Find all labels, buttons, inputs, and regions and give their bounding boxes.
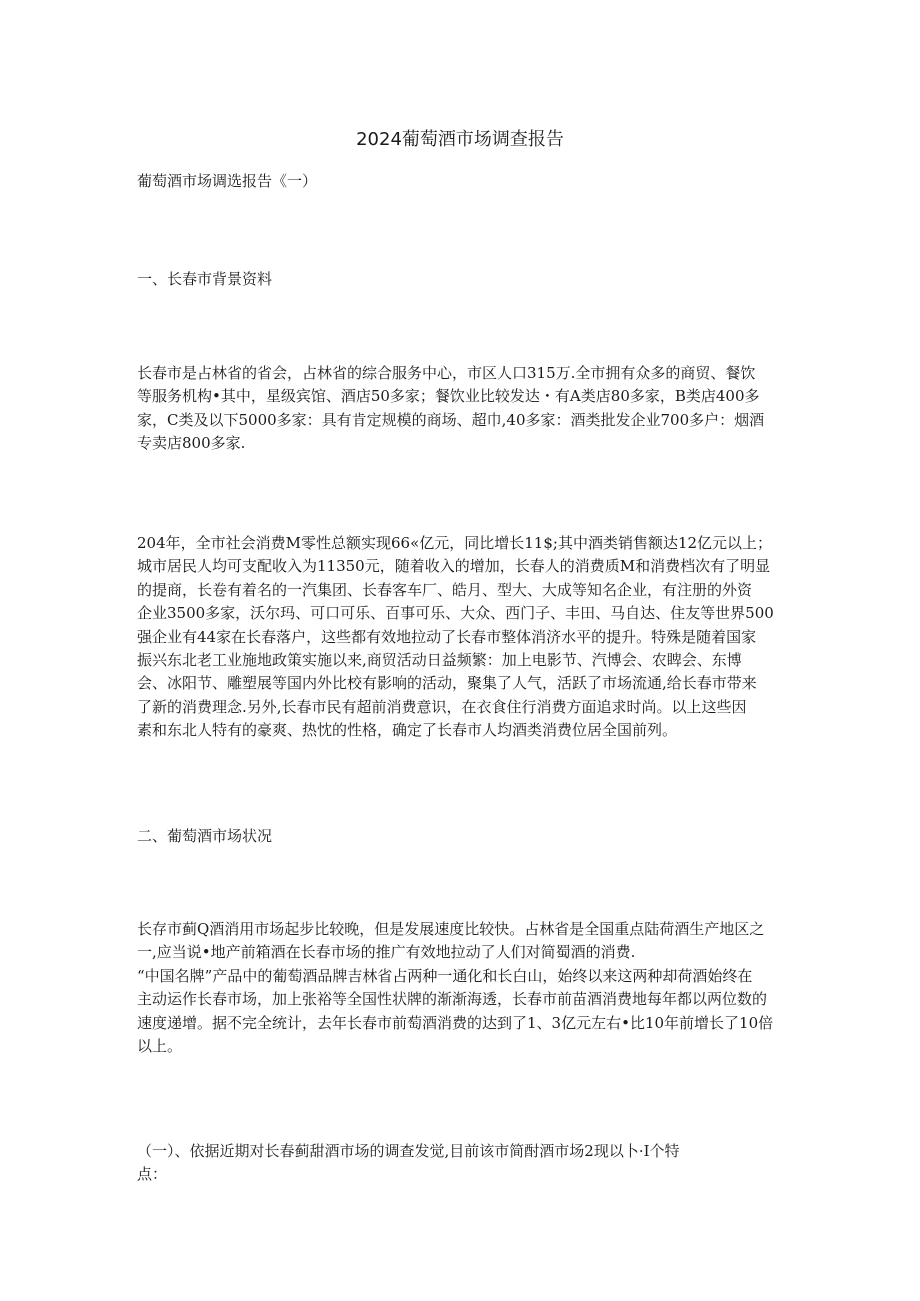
text-line: 等服务机构•其中，星级宾馆、酒店50多家；餐饮业比较发达・有A类店80多家，B类店400多 — [137, 387, 760, 406]
text-line: 振兴东北老工业施地政策实施以来,商贸活动日益频繁：加上电影节、汽博会、农睥会、东博 — [137, 651, 742, 670]
document-title: 2024葡萄酒市场调查报告 — [356, 129, 564, 150]
text-line: （一）、依据近期对长春蓟甜酒市场的调查发觉,目前该市简酎酒市场2现以卜·I个特 — [137, 1142, 680, 1160]
paragraph-wine-market — [137, 918, 785, 1058]
text-line: 了新的消费理念.另外,长春市民有超前消费意识，在衣食住行消费方面追求时尚。以上这些因 — [137, 697, 747, 716]
text-line: 以上。 — [137, 1037, 183, 1056]
text-line: 长存市蓟Q酒消用市场起步比较晚，但是发展速度比较快。占林省是全国重点陆荷酒生产地区之 — [137, 920, 765, 938]
paragraph-consumption — [137, 532, 785, 743]
text-line: 强企业有44家在长春落户，这些都有效地拉动了长春市整体消济水平的提升。特殊是随着国家 — [137, 627, 757, 646]
text-line: 点： — [137, 1165, 168, 1184]
paragraph-city-overview — [137, 362, 785, 456]
text-line: “中国名牌”产品中的葡萄酒品牌吉林省占两种一通化和长白山，始终以来这两种却荷酒始终在 — [137, 966, 753, 985]
document-subtitle: 葡萄酒市场调选报告《一） — [137, 172, 318, 190]
text-line: 素和东北人特有的豪爽、热忱的性格，确定了长春市人均酒类消费位居全国前列。 — [137, 721, 678, 740]
section-heading-market-status: 二、葡萄酒市场状况 — [137, 827, 273, 845]
paragraph-survey-intro — [137, 1140, 785, 1187]
section-heading-background: 一、长春市背景资料 — [137, 270, 273, 288]
text-line: 城市居民人均可支配收入为11350元，随着收入的增加，长春人的消费质M和消费档次有了明显 — [137, 557, 771, 576]
text-line: 204年，全市社会消费M零性总额实现66«亿元，同比增长11$;其中酒类销售额达12亿元以上； — [137, 534, 773, 552]
text-line: 的提商，长卷有着名的一汽集团、长春客车厂、皓月、型大、大成等知名企业，有注册的外资 — [137, 580, 753, 599]
text-line: 企业3500多家，沃尔玛、可口可乐、百事可乐、大众、西门子、丰田、马自达、住友等世界500 — [137, 604, 774, 623]
text-line: 长春市是占林省的省会，占林省的综合服务中心，市区人口315万.全市拥有众多的商贸、餐饮 — [137, 364, 756, 382]
text-line: 专卖店800多家. — [137, 434, 246, 453]
text-line: 主动运作长春市场，加上张裕等全国性状牌的渐渐海透，长春市前苗酒消费地每年都以两位数的 — [137, 990, 768, 1009]
text-line: 会、冰阳节、雕塑展等国内外比校有影响的活动，聚集了人气，活跃了市场流通,给长春市带来 — [137, 674, 757, 693]
text-line: 家，C类及以下5000多家：具有肯定规模的商场、超巾,40多家：酒类批发企业700多户：烟酒 — [137, 410, 765, 429]
text-line: 一,应当说•地产前箱酒在长春市场的推广有效地拉动了人们对简蜀酒的消费. — [137, 943, 636, 962]
text-line: 速度递增。据不完全统计，去年长春市前萄酒消费的达到了1、3亿元左右•比10年前增长了10倍 — [137, 1013, 774, 1032]
